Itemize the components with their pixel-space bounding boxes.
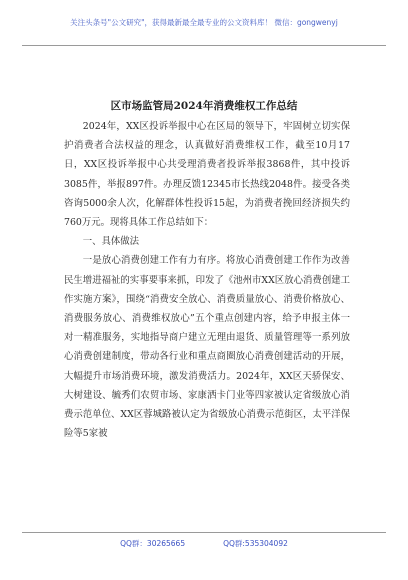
footer	[0, 538, 408, 549]
promo-banner: 关注头条号"公文研究"，获得最新最全最专业的公文资料库！ 微信：gongwenyj	[70, 18, 338, 27]
intro-paragraph: 2024年，XX区投诉举报中心在区局的领导下，牢固树立切实保护消费者合法权益的理念，认真做好消费维权工作，截至10月17日，XX区投诉举报中心共受理消费者投诉举报3868件，其中投诉3085件，举报897件。办理反馈12345市长热线2048件。接受各类咨询5000余人次，化解群体性投诉15起，为消费者挽回经济损失约760万元。现将具体工作总结如下：	[64, 121, 350, 229]
document-body	[64, 117, 350, 443]
qq-group-2: QQ群:535304092	[223, 539, 288, 548]
section-heading: 一、具体做法	[82, 236, 140, 248]
footer-divider	[22, 532, 386, 533]
header-divider	[22, 45, 386, 46]
document-title: 区市场监管局2024年消费维权工作总结	[110, 100, 298, 112]
qq-group-1: QQ群：30265665	[120, 539, 186, 548]
body-paragraph: 一是放心消费创建工作有力有序。将放心消费创建工作作为改善民生增进福祉的实事要事来抓，印发了《池州市XX区放心消费创建工作实施方案》，围绕“消费安全放心、消费质量放心、消费价格放心、消费服务放心、消费维权放心”五个重点创建内容，给予申报主体一对一精准服务，实地指导商户建立无理由退货、质量管理等一系列放心消费创建制度，带动各行业和重点商圈放心消费创建活动的开展，大幅提升市场消费环境，激发消费活力。2024年，XX区天骄保安、大树建设、毓秀们农贸市场、家康洒卡门业等四家被认定省级放心消费示范单位、XX区蓉城路被认定为省级放心消费示范街区，太平洋保险等5家被	[64, 255, 350, 440]
